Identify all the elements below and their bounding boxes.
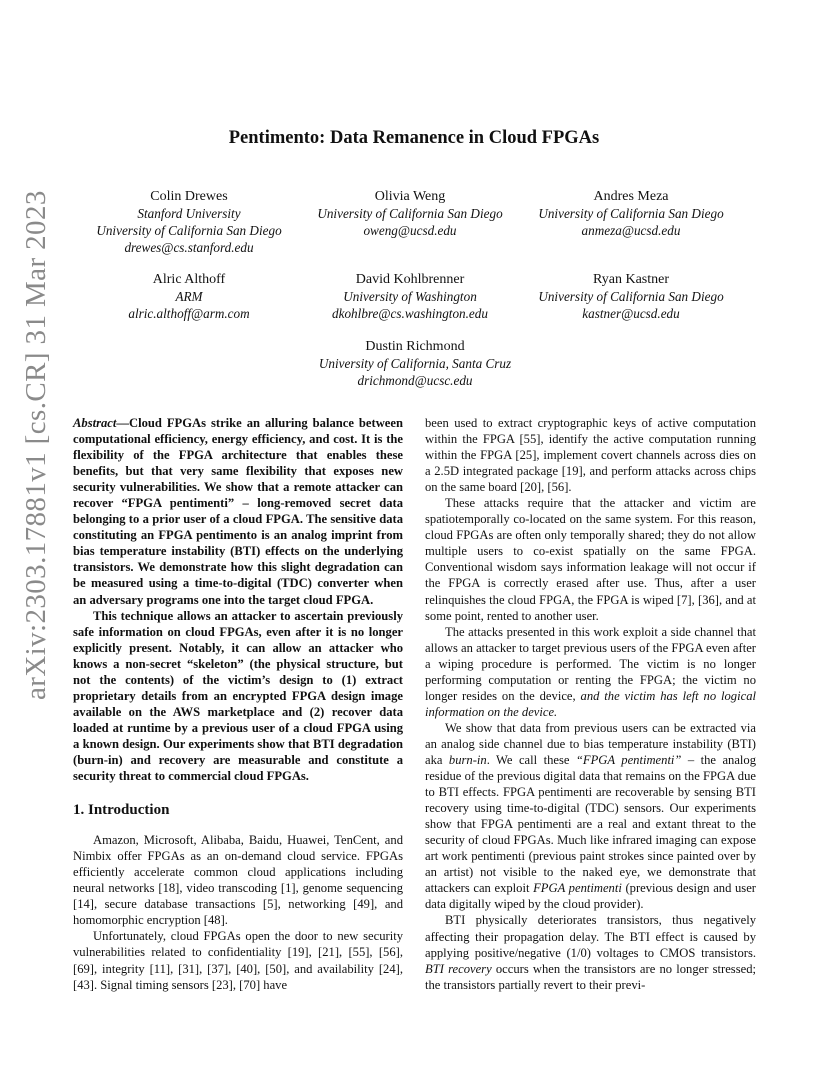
text-run: (previous design and user data digitally wiped by the cloud provider). xyxy=(425,881,756,912)
author-name: Alric Althoff xyxy=(152,272,226,287)
author-affiliation: University of California San Diego xyxy=(538,289,724,304)
author-affiliation: University of Washington xyxy=(343,289,477,304)
body-paragraph xyxy=(425,912,756,992)
author-block xyxy=(516,271,746,322)
author-affiliation: ARM xyxy=(175,289,203,304)
left-column xyxy=(73,415,403,993)
body-paragraph: Amazon, Microsoft, Alibaba, Baidu, Huawei, TenCent, and Nimbix offer FPGAs as an on-demand cloud service. FPGAs efficiently accelerate common cloud applications including neural networks [18], video transcoding [1], genome sequencing [14], secure database transactions [5], networking [49], and homomorphic encryption [48]. xyxy=(73,833,403,928)
abstract-paragraph: This technique allows an attacker to ascertain previously safe information on cloud FPGAs, even after it is no longer explicitly present. Notably, it can allow an attacker who knows a non-secret “skeleton” (the physical structure, but not the contents) of the victim’s design to (1) extract proprietary details from an encrypted FPGA design image available on the AWS marketplace and (2) recover data loaded at runtime by a previous user of a cloud FPGA using a known design. Our experiments show that BTI degradation (burn-in) and recovery are measurable and constitute a security threat to commercial cloud FPGAs. xyxy=(73,608,403,784)
author-block xyxy=(74,188,304,256)
text-run: occurs when the transistors are no longer stressed; the transistors partially revert to their previ- xyxy=(425,961,756,992)
arxiv-identifier: arXiv:2303.17881v1 [cs.CR] 31 Mar 2023 xyxy=(20,190,52,700)
author-block xyxy=(74,271,304,322)
author-block xyxy=(295,271,525,322)
text-run: The attacks presented in this work exploit a side channel that allows an attacker to target previous users of the FPGA even after a wiping procedure is performed. The victim is no longer performing computation or renting the FPGA; the victim no longer resides on the device, xyxy=(425,624,756,703)
body-paragraph: Unfortunately, cloud FPGAs open the door to new security vulnerabilities related to confidentiality [19], [21], [55], [56], [69], integrity [11], [31], [37], [40], [50], and availability [24], [43]. Signal timing sensors [23], [70] have xyxy=(73,929,403,992)
abstract-label: Abstract xyxy=(73,416,117,430)
author-name: Colin Drewes xyxy=(150,189,228,204)
author-email: kastner@ucsd.edu xyxy=(582,306,680,321)
author-name: Ryan Kastner xyxy=(592,272,670,287)
text-run: . We call these xyxy=(486,752,576,767)
author-email: alric.althoff@arm.com xyxy=(128,306,250,321)
text-run: We show that data from previous users can be extracted via an analog side channel due to bias temperature instability (BTI) aka xyxy=(425,720,756,767)
author-affiliation: University of California San Diego xyxy=(317,206,503,221)
emphasis-text: burn-in xyxy=(448,752,487,767)
emphasis-text: FPGA pentimenti xyxy=(533,881,622,896)
text-run: BTI physically deteriorates transistors, thus negatively affecting their propagation delay. The BTI effect is caused by applying positive/negative (1/0) voltages to CMOS transistors. xyxy=(425,913,756,960)
text-run: – the analog residue of the previous digital data that remains on the FPGA due to BTI effects. FPGA pentimenti are recoverable by sensing BTI recovery using time-to-digital (TDC) sensors. Our experiments show that FPGA pentimenti are a real and extant threat to the security of cloud FPGAs. Much like infrared imaging can expose art work pentimenti (previous paint strokes since painted over by an artist) not visible to the naked eye, we demonstrate that attackers can exploit xyxy=(425,752,757,896)
author-name: Olivia Weng xyxy=(374,189,446,204)
body-paragraph xyxy=(425,720,756,913)
author-affiliation: University of California San Diego xyxy=(538,206,724,221)
abstract-text: —Cloud FPGAs strike an alluring balance between computational efficiency, energy efficiency, and cost. It is the flexibility of the FPGA architecture that enables these benefits, but that very same flexibility that exposes new security vulnerabilities. We show that a remote attacker can recover “FPGA pentimenti” – long-removed secret data belonging to a prior user of a cloud FPGA. The sensitive data constituting an FPGA pentimento is an analog imprint from bias temperature instability (BTI) effects on the underlying transistors. We demonstrate how this slight degradation can be measured using a time-to-digital (TDC) converter when an adversary programs one into the target cloud FPGA. xyxy=(73,416,403,607)
author-email: oweng@ucsd.edu xyxy=(363,223,457,238)
author-email: anmeza@ucsd.edu xyxy=(581,223,681,238)
author-block xyxy=(516,188,746,239)
author-email: dkohlbre@cs.washington.edu xyxy=(332,306,488,321)
author-name: Dustin Richmond xyxy=(365,339,465,354)
author-block xyxy=(295,338,535,389)
emphasis-text: and the victim has left no logical information on the device. xyxy=(425,688,756,719)
abstract-paragraph xyxy=(73,415,403,608)
body-paragraph xyxy=(425,624,756,720)
paper-title: Pentimento: Data Remanence in Cloud FPGAs xyxy=(228,128,600,148)
author-affiliation: Stanford University xyxy=(137,206,241,221)
author-block xyxy=(295,188,525,239)
author-email: drichmond@ucsc.edu xyxy=(357,373,473,388)
emphasis-text: BTI recovery xyxy=(425,961,492,976)
section-heading: 1. Introduction xyxy=(73,802,170,819)
body-paragraph: been used to extract cryptographic keys of active computation within the FPGA [55], identify the active computation running within the FPGA [25], implement covert channels across dies on a 2.5D integrated package [19], and perform attacks across chips on the same board [20], [56]. xyxy=(425,416,756,495)
emphasis-text: “FPGA pentimenti” xyxy=(575,752,682,767)
author-name: David Kohlbrenner xyxy=(355,272,465,287)
author-affiliation: University of California San Diego xyxy=(96,223,282,238)
author-email: drewes@cs.stanford.edu xyxy=(124,240,254,255)
body-paragraph: These attacks require that the attacker and victim are spatiotemporally co-located on the same system. For this reason, cloud FPGAs are often only temporally shared; they do not allow multiple users to co-exist spatially on the same FPGA. Conventional wisdom says information leakage will not occur if the FPGA is correctly erased after use. Thus, after a user relinquishes the cloud FPGA, the FPGA is wiped [7], [36], and at some point, rented to another user. xyxy=(425,496,756,623)
author-name: Andres Meza xyxy=(593,189,669,204)
author-affiliation: University of California, Santa Cruz xyxy=(318,356,512,371)
right-column xyxy=(425,415,756,993)
